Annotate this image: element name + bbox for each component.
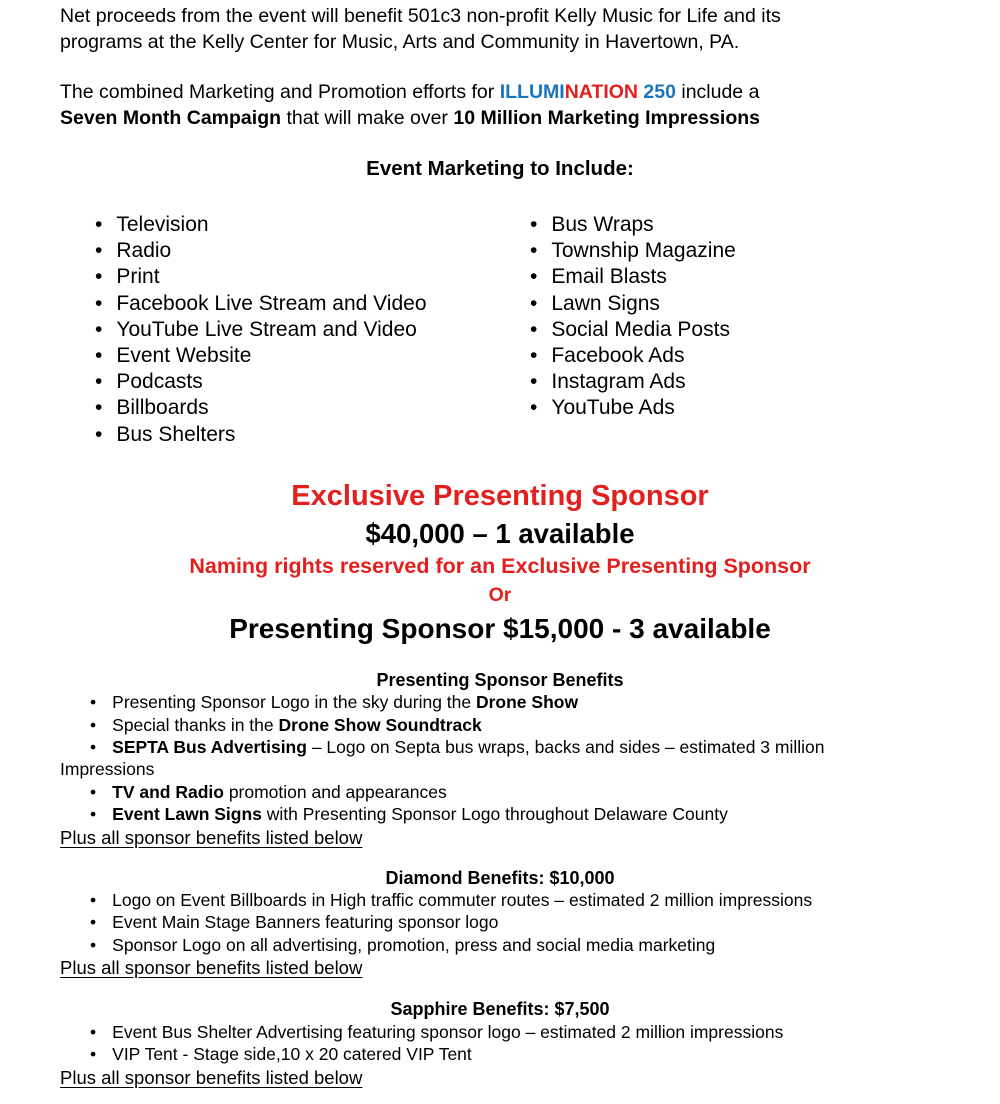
bullet-icon: •: [95, 344, 103, 368]
bullet-icon: •: [95, 291, 103, 315]
bullet-icon: •: [530, 317, 538, 341]
bullet-icon: •: [90, 890, 97, 911]
text-segment: – Logo on Septa bus wraps, backs and sides – estimated 3 million: [306, 737, 825, 758]
list-item: [60, 781, 940, 803]
list-item: [60, 691, 940, 713]
list-item-label: Instagram Ads: [551, 370, 686, 394]
list-item: [60, 317, 495, 343]
text-segment: Presenting Sponsor Logo in the sky during the: [112, 692, 476, 713]
sponsor-header-block: [60, 478, 940, 647]
list-item-label: YouTube Ads: [551, 396, 675, 420]
text-segment: Special thanks in the: [112, 714, 279, 735]
list-item: [60, 714, 940, 736]
bullet-icon: •: [95, 396, 103, 420]
list-item-label: Facebook Ads: [551, 344, 685, 368]
text-segment: Seven Month Campaign: [60, 107, 282, 129]
event-marketing-heading: Event Marketing to Include:: [366, 157, 634, 180]
bullet-icon: •: [530, 396, 538, 420]
list-item: [60, 291, 495, 317]
text-segment: Impressions: [60, 759, 155, 780]
list-item: [495, 369, 940, 395]
naming-rights-line: Naming rights reserved for an Exclusive Presenting Sponsor: [189, 553, 811, 578]
list-item: [60, 911, 940, 933]
diamond-benefits-section: [60, 867, 940, 981]
sapphire-benefits-heading: Sapphire Benefits: $7,500: [390, 999, 610, 1020]
or-separator: Or: [488, 583, 512, 606]
bullet-icon: •: [95, 265, 103, 289]
bullet-icon: •: [90, 737, 97, 758]
marketing-campaign-paragraph: [60, 79, 940, 131]
list-item: [60, 889, 940, 911]
list-item-label: Television: [116, 213, 209, 236]
list-item-label: Township Magazine: [551, 239, 736, 263]
bullet-icon: •: [90, 934, 97, 955]
intro-paragraph: [60, 3, 940, 55]
list-item: [60, 264, 495, 290]
bullet-icon: •: [95, 213, 103, 236]
text-segment: NATION: [564, 81, 638, 103]
list-item: [495, 317, 940, 343]
text-segment: include a: [675, 81, 760, 103]
list-item: [495, 238, 940, 264]
list-item: [60, 343, 495, 369]
list-item: [60, 934, 940, 956]
bullet-icon: •: [95, 317, 103, 341]
text-segment: Drone Show: [475, 692, 579, 713]
list-item-label: Print: [116, 265, 160, 289]
text-segment: Logo on Event Billboards in High traffic commuter routes – estimated 2 million impressions: [112, 890, 813, 911]
presenting-sponsor-price-line: Presenting Sponsor $15,000 - 3 available: [229, 612, 771, 644]
bullet-icon: •: [90, 692, 97, 713]
list-item: [60, 238, 495, 264]
text-segment: 10 Million Marketing Impressions: [453, 107, 761, 129]
list-item-label: Radio: [116, 239, 172, 263]
bullet-icon: •: [90, 804, 97, 825]
list-item: [495, 291, 940, 317]
list-item: [60, 422, 495, 448]
bullet-icon: •: [530, 291, 538, 315]
bullet-icon: •: [95, 239, 103, 263]
presenting-benefits-heading: Presenting Sponsor Benefits: [376, 669, 624, 690]
text-segment: VIP Tent - Stage side,10 x 20 catered VIP Tent: [112, 1044, 472, 1065]
marketing-channels-lists: [60, 212, 940, 448]
exclusive-sponsor-price: $40,000 – 1 available: [365, 517, 635, 549]
bullet-icon: •: [90, 912, 97, 933]
text-segment: TV and Radio: [112, 781, 224, 802]
list-item-label: Bus Shelters: [116, 422, 236, 446]
list-item-label: Social Media Posts: [551, 317, 730, 341]
text-segment: Event Bus Shelter Advertising featuring sponsor logo – estimated 2 million impressions: [112, 1021, 784, 1042]
text-segment: programs at the Kelly Center for Music, Arts and Community in Havertown, PA.: [60, 31, 740, 53]
text-segment: that will make over: [281, 107, 454, 129]
text-segment: promotion and appearances: [223, 781, 447, 802]
presenting-benefits-footer: Plus all sponsor benefits listed below: [60, 826, 363, 848]
list-item: [60, 395, 495, 421]
bullet-icon: •: [530, 370, 538, 394]
list-item-label: Lawn Signs: [551, 291, 660, 315]
list-item: [495, 395, 940, 421]
bullet-icon: •: [90, 714, 97, 735]
diamond-benefits-footer: Plus all sponsor benefits listed below: [60, 957, 363, 979]
list-item: [60, 736, 940, 781]
list-item-label: Event Website: [116, 344, 252, 368]
list-item: [60, 212, 495, 238]
text-segment: Event Main Stage Banners featuring sponsor logo: [112, 912, 499, 933]
presenting-benefits-list: [60, 691, 940, 825]
bullet-icon: •: [90, 781, 97, 802]
bullet-icon: •: [530, 265, 538, 289]
diamond-benefits-list: [60, 889, 940, 956]
text-segment: Drone Show Soundtrack: [278, 714, 482, 735]
marketing-channels-right-column: [495, 212, 940, 448]
list-item: [495, 264, 940, 290]
text-segment: with Presenting Sponsor Logo throughout Delaware County: [261, 804, 728, 825]
diamond-benefits-heading: Diamond Benefits: $10,000: [385, 867, 615, 888]
exclusive-presenting-sponsor-title: Exclusive Presenting Sponsor: [291, 479, 709, 512]
list-item-label: Billboards: [116, 396, 209, 420]
list-item: [495, 343, 940, 369]
text-segment: Event Lawn Signs: [112, 804, 262, 825]
text-segment: The combined Marketing and Promotion efforts for: [60, 81, 500, 103]
bullet-icon: •: [90, 1044, 97, 1065]
list-item-label: Email Blasts: [551, 265, 667, 289]
bullet-icon: •: [530, 213, 538, 236]
sapphire-benefits-list: [60, 1021, 940, 1066]
bullet-icon: •: [530, 344, 538, 368]
list-item: [60, 803, 940, 825]
text-segment: Net proceeds from the event will benefit 501c3 non-profit Kelly Music for Life and its: [60, 5, 781, 27]
presenting-sponsor-benefits-section: [60, 669, 940, 850]
text-segment: SEPTA Bus Advertising: [112, 737, 307, 758]
list-item-label: Podcasts: [116, 370, 203, 394]
bullet-icon: •: [95, 422, 103, 446]
list-item-label: Facebook Live Stream and Video: [116, 291, 427, 315]
text-segment: ILLUMI: [499, 81, 565, 103]
marketing-channels-left-column: [60, 212, 495, 448]
list-item: [495, 212, 940, 238]
list-item-label: Bus Wraps: [551, 213, 654, 236]
text-segment: Sponsor Logo on all advertising, promotion, press and social media marketing: [112, 934, 716, 955]
list-item: [60, 369, 495, 395]
sapphire-benefits-footer: Plus all sponsor benefits listed below: [60, 1066, 363, 1088]
text-segment: 250: [637, 81, 676, 103]
bullet-icon: •: [530, 239, 538, 263]
sapphire-benefits-section: [60, 998, 940, 1089]
list-item: [60, 1043, 940, 1065]
bullet-icon: •: [90, 1021, 97, 1042]
bullet-icon: •: [95, 370, 103, 394]
list-item: [60, 1021, 940, 1043]
list-item-label: YouTube Live Stream and Video: [116, 317, 417, 341]
